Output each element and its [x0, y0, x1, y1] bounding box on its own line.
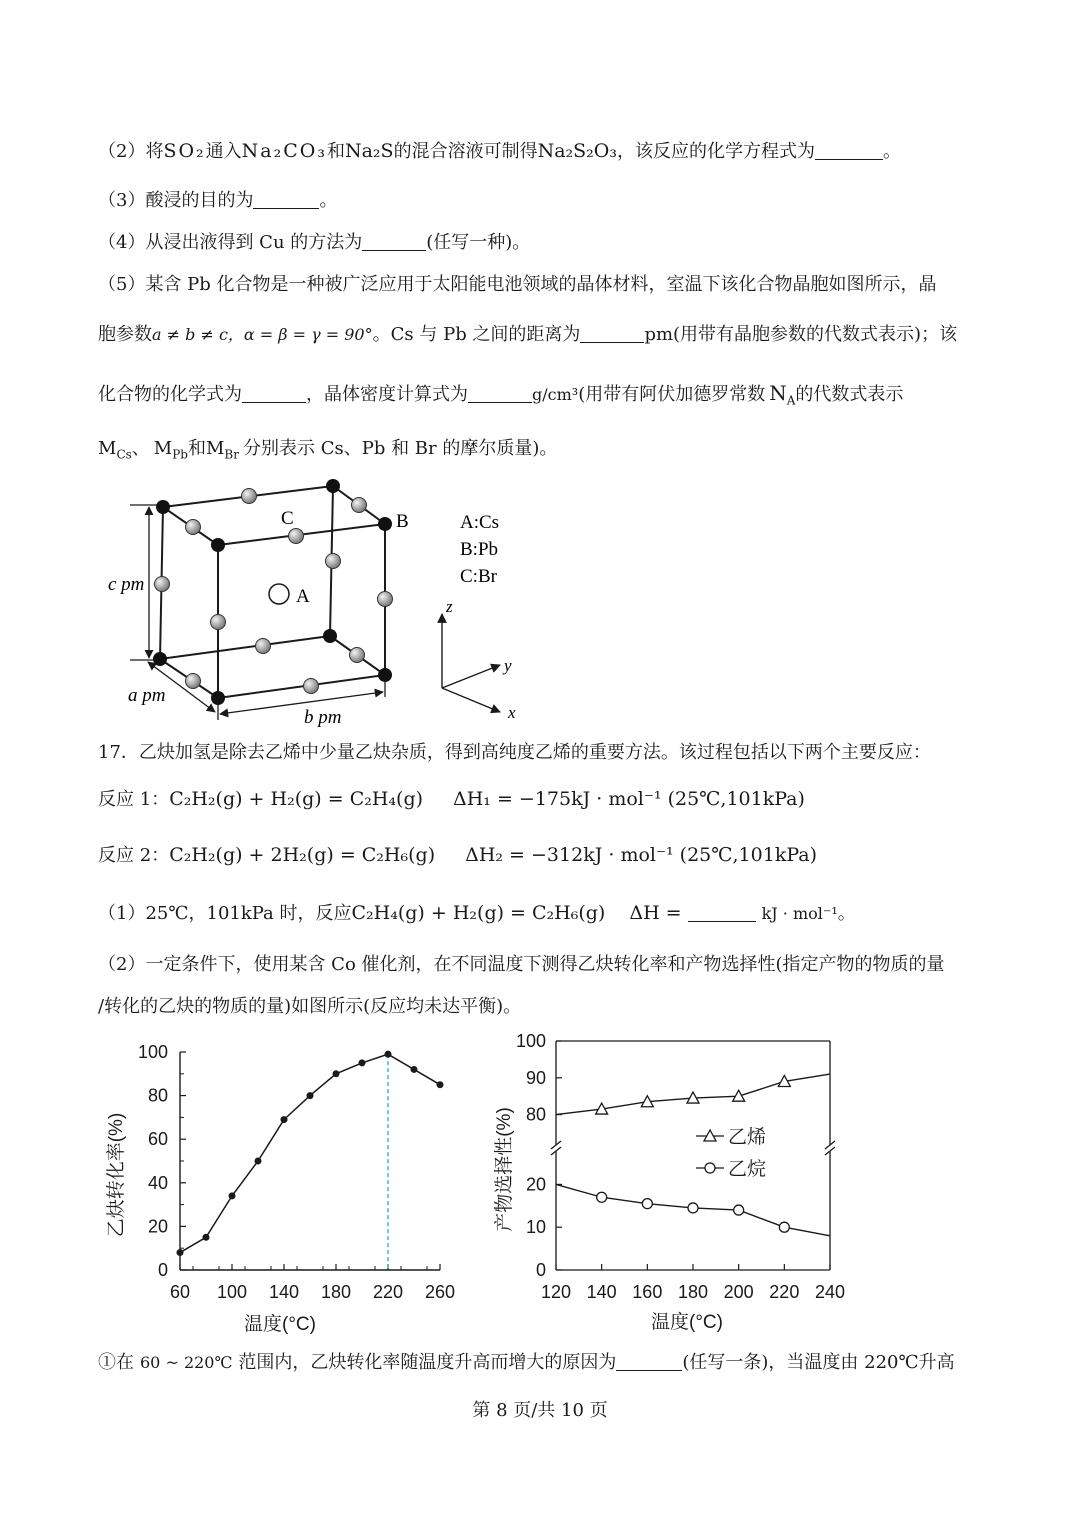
- text: （4）从浸出液得到 Cu 的方法为: [98, 232, 363, 253]
- page-footer: 第 8 页/共 10 页: [472, 1400, 608, 1421]
- data-point: [177, 1249, 184, 1256]
- conversion-line: [180, 1054, 440, 1252]
- product-selectivity-chart: [490, 1025, 860, 1340]
- y-tick-label: 80: [147, 1085, 168, 1106]
- reaction2-enthalpy: ΔH₂ = −312kJ · mol⁻¹ (25℃,101kPa): [465, 844, 817, 866]
- avogadro-symbol: N: [769, 381, 787, 405]
- y-tick-label: 0: [157, 1260, 168, 1280]
- coordinate-axes: [442, 614, 500, 712]
- q17-part1: [98, 900, 856, 927]
- avogadro-subscript: A: [786, 393, 796, 408]
- reaction2-equation: C₂H₂(g) + 2H₂(g) = C₂H₆(g): [169, 844, 436, 866]
- text: /转化的乙炔的物质的量)如图所示(反应均未达平衡)。: [98, 996, 522, 1017]
- y-tick-label: 40: [147, 1172, 168, 1193]
- x-tick-label: 100: [216, 1282, 248, 1302]
- x-tick-label: 120: [540, 1282, 572, 1302]
- q16-part5-line1: [98, 272, 937, 298]
- text: 通入: [205, 141, 242, 162]
- legend-pb: B:Pb: [460, 539, 499, 560]
- text: 范围内，乙炔转化率随温度升高而增大的原因为: [238, 1352, 617, 1373]
- text: （2）一定条件下，使用某含 Co 催化剂，在不同温度下测得乙炔转化率和产物选择性(指定产物的物质的量: [98, 954, 945, 975]
- x-tick-label: 140: [268, 1282, 300, 1302]
- answer-blank[interactable]: [616, 1352, 682, 1371]
- ethane-point: [779, 1222, 789, 1232]
- x-tick-label: 60: [169, 1282, 191, 1302]
- density-unit: g/cm³: [532, 385, 579, 404]
- molar-mass-symbol: M: [98, 438, 117, 459]
- cs-atom: [269, 584, 289, 604]
- label-b: B: [396, 511, 409, 532]
- data-point: [255, 1158, 262, 1165]
- q16-part5-line4: [98, 436, 557, 468]
- axis-z-label: z: [446, 597, 453, 616]
- data-point: [203, 1234, 210, 1241]
- text: (用带有阿伏加德罗常数: [578, 384, 766, 405]
- y-tick-label: 10: [525, 1217, 546, 1238]
- y-tick-label: 20: [147, 1216, 168, 1237]
- data-point: [307, 1092, 314, 1099]
- y-tick-label: 60: [147, 1129, 168, 1150]
- x-tick-label: 220: [769, 1282, 800, 1302]
- q17-reaction1: [98, 786, 805, 813]
- data-point: [437, 1081, 444, 1088]
- y-tick-label: 20: [525, 1174, 546, 1195]
- data-point: [333, 1070, 340, 1077]
- q16-part2: [98, 138, 901, 165]
- text: 。: [837, 903, 856, 924]
- ethane-point: [642, 1199, 652, 1209]
- y-tick-label: 0: [535, 1260, 546, 1280]
- text: 分别表示 Cs、Pb 和 Br 的摩尔质量)。: [242, 438, 558, 459]
- text: 、: [131, 438, 150, 459]
- x-tick-label: 220: [372, 1282, 404, 1302]
- text: 反应 2：: [98, 845, 170, 866]
- text: (任写一种)。: [426, 232, 531, 253]
- text: （1）25℃，101kPa 时，反应: [98, 903, 352, 924]
- dim-c-label: c pm: [108, 574, 145, 595]
- text: 17．乙炔加氢是除去乙烯中少量乙炔杂质，得到高纯度乙烯的重要方法。该过程包括以下两个主要反应：: [98, 742, 931, 763]
- legend-cs: A:Cs: [460, 512, 500, 533]
- q16-part4: [98, 230, 530, 256]
- text: ，该反应的化学方程式为: [616, 141, 815, 162]
- q17-part2-sub1: [98, 1350, 955, 1376]
- axis-x-label: x: [508, 703, 516, 722]
- q17-intro: [98, 740, 931, 766]
- data-point: [385, 1051, 392, 1058]
- acetylene-conversion-chart: [100, 1030, 470, 1340]
- reaction1-equation: C₂H₂(g) + H₂(g) = C₂H₄(g): [169, 788, 424, 810]
- molar-mass-symbol: M: [153, 438, 173, 459]
- formula-so2: SO₂: [163, 140, 206, 162]
- reaction1-enthalpy: ΔH₁ = −175kJ · mol⁻¹ (25℃,101kPa): [453, 788, 805, 810]
- text: 。Cs 与 Pb 之间的距离为: [372, 324, 581, 345]
- answer-blank[interactable]: [253, 190, 319, 209]
- text: （3）酸浸的目的为: [98, 190, 254, 211]
- answer-blank[interactable]: [815, 141, 883, 160]
- formula-na2s: Na₂S: [344, 140, 394, 162]
- data-point: [411, 1066, 418, 1073]
- text: 。: [319, 190, 338, 211]
- molar-mass-subscript: Pb: [172, 447, 188, 462]
- text: 的代数式表示: [795, 384, 904, 405]
- y-axis-label: 乙炔转化率(%): [106, 1112, 127, 1238]
- legend-marker-ethane: [705, 1163, 715, 1173]
- text: 的混合溶液可制得: [393, 141, 538, 162]
- text: 化合物的化学式为: [98, 384, 242, 405]
- q16-part5-line3: [98, 380, 903, 414]
- text: 和: [187, 438, 206, 459]
- legend-label-ethylene: 乙烯: [728, 1127, 767, 1148]
- x-axis-label: 温度(°C): [651, 1312, 723, 1333]
- x-tick-label: 180: [677, 1282, 709, 1302]
- answer-blank[interactable]: [242, 384, 306, 403]
- data-point: [281, 1116, 288, 1123]
- text: （5）某含 Pb 化合物是一种被广泛应用于太阳能电池领域的晶体材料，室温下该化合物晶胞如图所示，晶: [98, 274, 937, 295]
- temperature-range: 60 ~ 220℃: [140, 1353, 233, 1372]
- answer-blank[interactable]: [468, 384, 532, 403]
- label-c: C: [281, 508, 294, 529]
- y-tick-label: 90: [525, 1067, 546, 1088]
- molar-mass-symbol: M: [205, 438, 225, 459]
- legend-label-ethane: 乙烷: [728, 1159, 767, 1180]
- dim-a-label: a pm: [128, 685, 166, 706]
- x-tick-label: 260: [424, 1282, 456, 1302]
- answer-blank[interactable]: [688, 903, 756, 922]
- ethane-point: [734, 1205, 744, 1215]
- axis-y-label: y: [504, 656, 512, 675]
- text: 。: [882, 141, 901, 162]
- text: 反应 1：: [98, 789, 170, 810]
- cell-parameters: a ≠ b ≠ c，α = β = γ = 90°: [152, 325, 373, 344]
- q16-part5-line2: [98, 322, 957, 348]
- ethane-point: [688, 1203, 698, 1213]
- dimension-lines: [130, 505, 385, 720]
- x-tick-label: 140: [586, 1282, 617, 1302]
- answer-blank[interactable]: [580, 324, 644, 343]
- q17-reaction2: [98, 842, 817, 869]
- part1-enthalpy: ΔH =: [629, 902, 682, 924]
- q16-part2-number: （2）将: [98, 141, 164, 162]
- part1-unit: kJ · mol⁻¹: [761, 904, 838, 923]
- q17-part2-line2: [98, 994, 521, 1020]
- x-tick-label: 200: [723, 1282, 754, 1302]
- formula-na2s2o3: Na₂S₂O₃: [537, 140, 617, 162]
- q17-part2-line1: [98, 952, 945, 978]
- crystal-cell-diagram: [98, 470, 538, 732]
- ethane-point: [597, 1192, 607, 1202]
- x-tick-label: 180: [320, 1282, 352, 1302]
- part1-equation: C₂H₄(g) + H₂(g) = C₂H₆(g): [351, 902, 606, 924]
- x-axis-label: 温度(°C): [244, 1314, 316, 1335]
- text: 胞参数: [98, 324, 152, 345]
- q16-part3: [98, 188, 337, 214]
- text: (任写一条)，当温度由 220℃升高: [682, 1352, 955, 1373]
- text: pm(用带有晶胞参数的代数式表示)；该: [644, 324, 958, 345]
- text: 和: [326, 141, 345, 162]
- dim-b-label: b pm: [304, 707, 342, 728]
- molar-mass-subscript: Br: [224, 447, 239, 462]
- y-tick-label: 80: [525, 1104, 546, 1125]
- data-point: [229, 1192, 236, 1199]
- molar-mass-subscript: Cs: [116, 447, 132, 462]
- x-tick-label: 160: [632, 1282, 663, 1302]
- x-tick-label: 240: [814, 1282, 846, 1302]
- formula-na2co3: Na₂CO₃: [241, 140, 327, 162]
- legend-br: C:Br: [460, 566, 497, 587]
- label-a: A: [296, 586, 310, 607]
- text: ，晶体密度计算式为: [306, 384, 468, 405]
- text: ①在: [98, 1352, 134, 1373]
- answer-blank[interactable]: [362, 232, 426, 251]
- y-axis-label: 产物选择性(%): [494, 1107, 515, 1232]
- data-point: [359, 1059, 366, 1066]
- y-tick-label: 100: [515, 1031, 546, 1051]
- y-tick-label: 100: [137, 1042, 168, 1062]
